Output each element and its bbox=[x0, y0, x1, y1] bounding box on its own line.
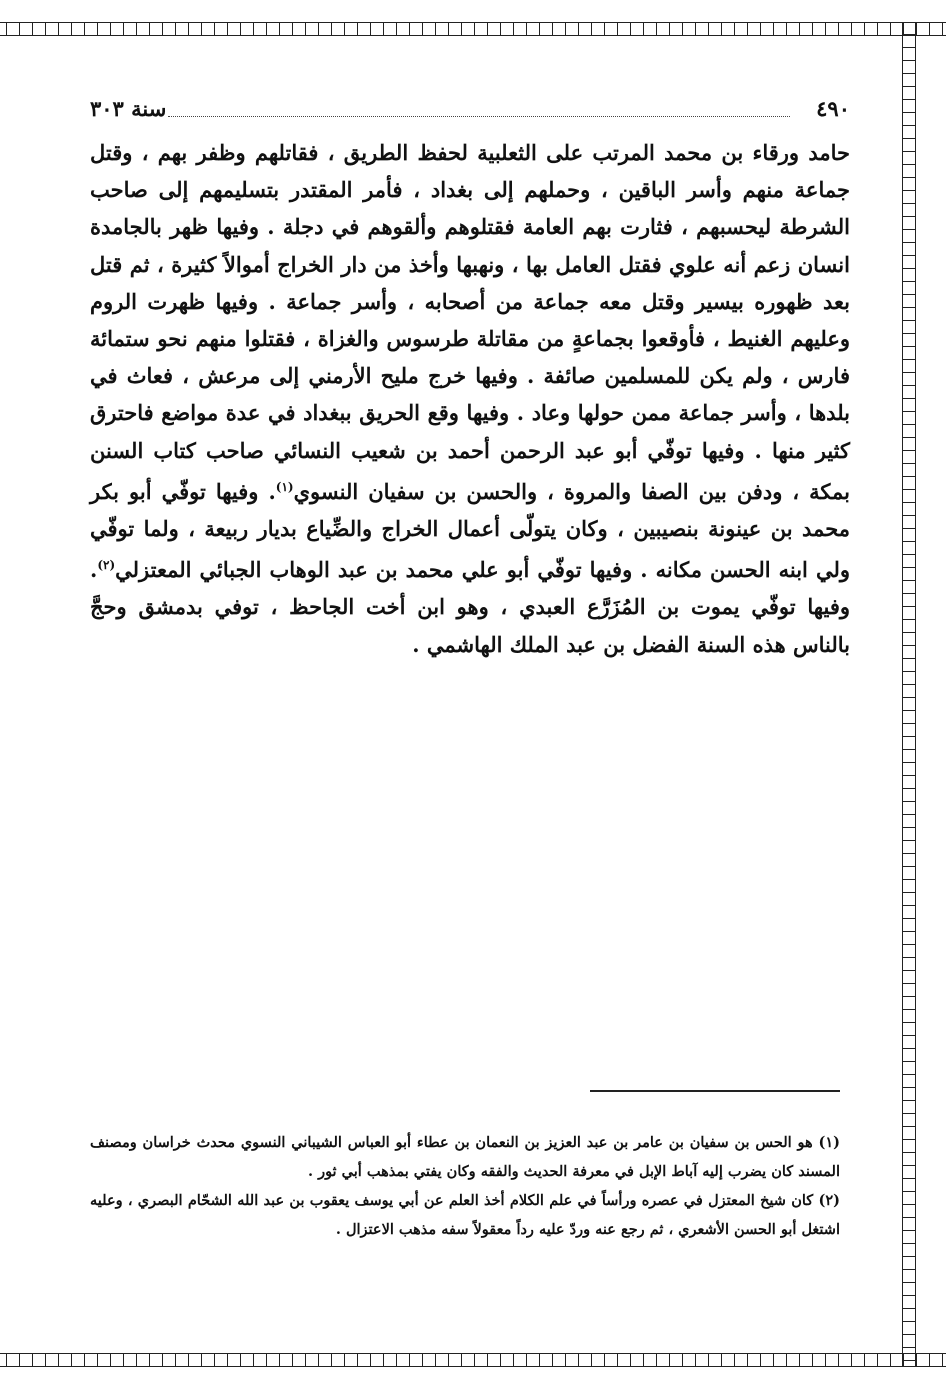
footnotes bbox=[90, 1128, 840, 1244]
paragraph-text-part-1: حامد ورقاء بن محمد المرتب على الثعلبية لحفظ الطريق ، فقاتلهم وظفر بهم ، وقتل جماعة منهم وأسر الباقين ، وحملهم إلى بغداد ، فأمر المقتدر بتسليمهم إلى صاحب الشرطة ليحسبهم ، فثارت بهم العامة فقتلوهم وألقوهم في دجلة . وفيها ظهر بالجامدة انسان زعم أنه علوي فقتل العامل بها ، ونهبها وأخذ من دار الخراج أموالاً كثيرة ، ثم قتل بعد ظهوره بيسير وقتل معه جماعة من أصحابه ، وأسر جماعة . وفيها ظهرت الروم وعليهم الغنيط ، فأوقعوا بجماعةٍ من مقاتلة طرسوس والغزاة ، فقتلوا منهم نحو ستمائة فارس ، ولم يكن للمسلمين صائفة . وفيها خرج مليح الأرمني إلى مرعش ، فعاث في بلدها ، وأسر جماعة ممن حولها وعاد . وفيها وقع الحريق ببغداد في عدة مواضع فاحترق كثير منها . وفيها توفّي أبو عبد الرحمن أحمد بن شعيب النسائي صاحب كتاب السنن بمكة ، ودفن بين الصفا والمروة ، والحسن بن سفيان النسوي bbox=[90, 140, 850, 504]
main-paragraph bbox=[90, 134, 850, 663]
running-head: سنة ٣٠٣ bbox=[90, 96, 167, 121]
footnote-separator bbox=[590, 1090, 840, 1092]
footnote-1: (١) هو الحس بن سفيان بن عامر بن عبد العزيز بن النعمان بن عطاء أبو العباس الشيباني النسوي محدث خراسان ومصنف المسند كان يضرب إليه آباط الإبل في معرفة الحديث والفقه وكان يفتي بمذهب أبي ثور . bbox=[90, 1134, 840, 1180]
paragraph-text-part-3: . وفيها توفّي يموت بن المُزَرَّع العبدي ، وهو ابن أخت الجاحظ ، توفي بدمشق وحجَّ بالناس هذه السنة الفضل بن عبد الملك الهاشمي . bbox=[90, 557, 850, 657]
page-content bbox=[90, 90, 850, 663]
footnote-marker-2: (٢) bbox=[97, 558, 116, 573]
paragraph-text-part-2: . وفيها توفّي أبو بكر محمد بن عينونة بنصيبين ، وكان يتولّى أعمال الخراج والضِّياع بديار ربيعة ، ولما توفّي ولي ابنه الحسن مكانه . وفيها توفّي أبو علي محمد بن عبد الوهاب الجبائي المعتزلي bbox=[90, 478, 850, 583]
decorative-border-top bbox=[0, 22, 946, 36]
decorative-border-bottom bbox=[0, 1353, 946, 1367]
page-header bbox=[90, 90, 850, 134]
footnote-marker-1: (١) bbox=[275, 479, 294, 494]
footnote-2: (٢) كان شيخ المعتزل في عصره ورأساً في علم الكلام أخذ العلم عن أبي يوسف يعقوب بن عبد الله الشحّام البصري ، وعليه اشتغل أبو الحسن الأشعري ، ثم رجع عنه وردّ عليه رداً معقولاً سفه مذهب الاعتزال . bbox=[90, 1192, 840, 1238]
decorative-border-right bbox=[902, 22, 916, 1367]
page-number: ٤٩٠ bbox=[816, 96, 850, 121]
header-dotted-rule bbox=[168, 116, 790, 117]
